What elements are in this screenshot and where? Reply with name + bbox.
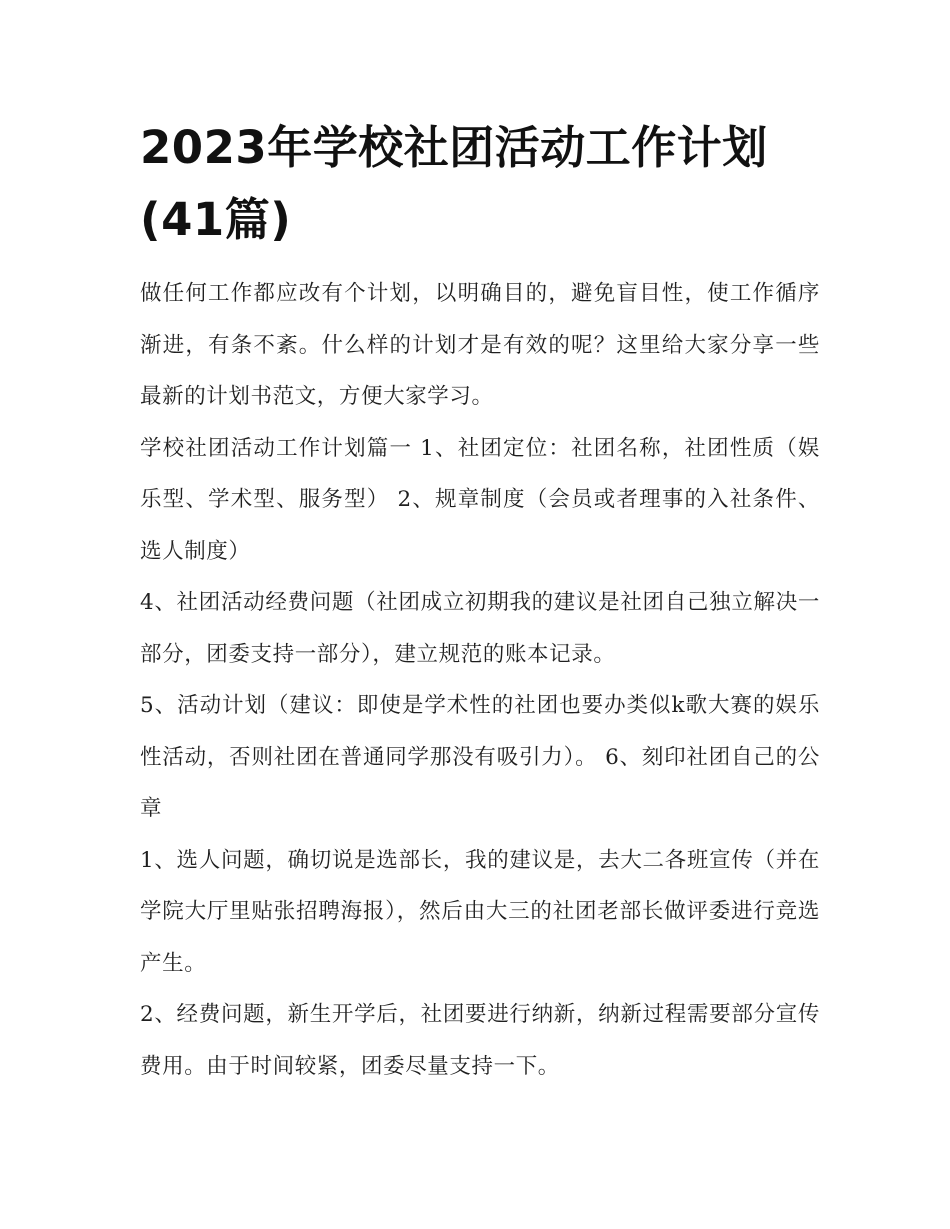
document-body — [140, 268, 820, 1092]
paragraph-activity-plan: 5、活动计划（建议：即使是学术性的社团也要办类似k歌大赛的娱乐性活动，否则社团在普通同学那没有吸引力）。 6、刻印社团自己的公章 — [140, 693, 820, 821]
paragraph-budget: 2、经费问题，新生开学后，社团要进行纳新，纳新过程需要部分宣传费用。由于时间较紧，团委尽量支持一下。 — [140, 1002, 820, 1079]
document-page — [140, 112, 820, 1092]
paragraph-intro: 做任何工作都应改有个计划，以明确目的，避免盲目性，使工作循序渐进，有条不紊。什么样的计划才是有效的呢？这里给大家分享一些最新的计划书范文，方便大家学习。 — [140, 281, 820, 409]
paragraph-plan-one: 学校社团活动工作计划篇一 1、社团定位：社团名称，社团性质（娱乐型、学术型、服务型） 2、规章制度（会员或者理事的入社条件、选人制度） — [140, 435, 820, 564]
paragraph-selection: 1、选人问题，确切说是选部长，我的建议是，去大二各班宣传（并在学院大厅里贴张招聘海报），然后由大三的社团老部长做评委进行竞选产生。 — [140, 847, 820, 976]
paragraph-funding: 4、社团活动经费问题（社团成立初期我的建议是社团自己独立解决一部分，团委支持一部分），建立规范的账本记录。 — [140, 590, 820, 667]
document-title: 2023年学校社团活动工作计划(41篇) — [140, 121, 768, 246]
